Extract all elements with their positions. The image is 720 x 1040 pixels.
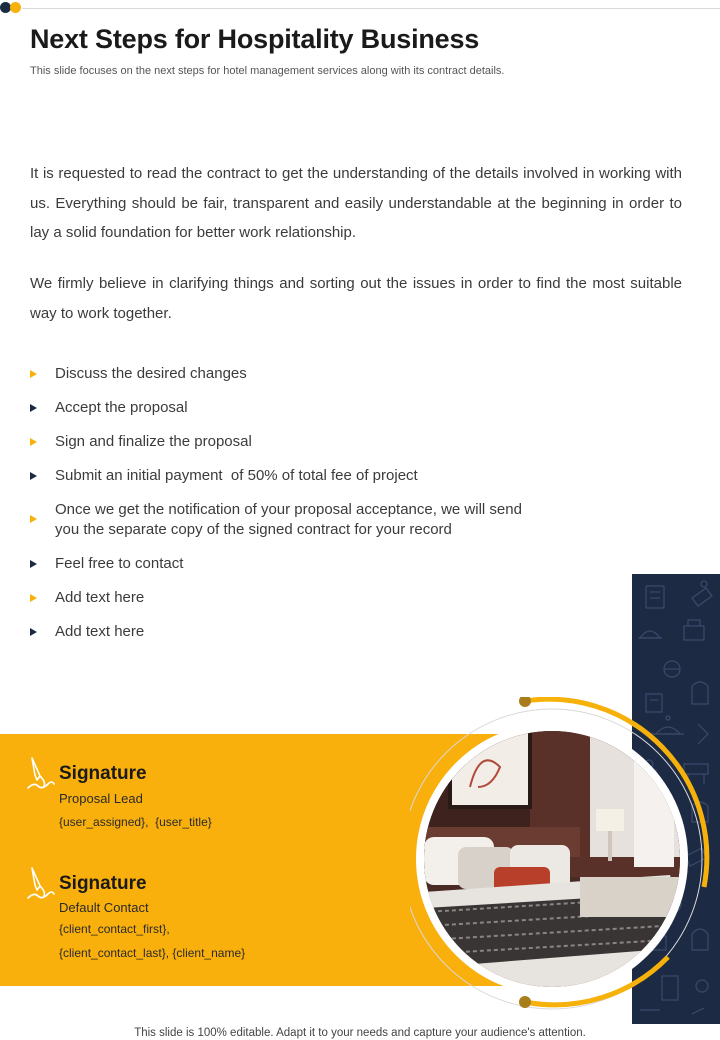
page-subtitle: This slide focuses on the next steps for hotel management services along with its contract details. <box>30 65 505 77</box>
hotel-room-photo <box>410 697 720 1017</box>
signature-placeholder: {user_assigned}, {user_title} <box>59 815 212 829</box>
pen-signature-icon <box>26 866 56 900</box>
list-item <box>30 364 630 384</box>
list-item <box>30 588 630 608</box>
decor-dot-yellow <box>10 2 21 13</box>
list-item-text: Feel free to contact <box>55 555 184 572</box>
list-item-text: Submit an initial payment of 50% of total fee of project <box>55 467 418 484</box>
signature-role: Proposal Lead <box>59 791 143 806</box>
signature-role: Default Contact <box>59 900 149 915</box>
signature-placeholder: {client_contact_first}, <box>59 922 170 936</box>
second-paragraph: We firmly believe in clarifying things and sorting out the issues in order to find the most suitable way to work together. <box>30 275 682 322</box>
footer-note: This slide is 100% editable. Adapt it to your needs and capture your audience's attention. <box>134 1027 586 1039</box>
hotel-room-photo-svg <box>410 697 720 1017</box>
list-item-text: Once we get the notification of your proposal acceptance, we will send you the separate copy of the signed contract for your record <box>55 501 522 538</box>
list-item-text: Add text here <box>55 623 145 640</box>
top-rule <box>22 8 720 9</box>
pen-signature-icon <box>26 756 56 790</box>
list-item-text: Discuss the desired changes <box>55 365 247 382</box>
list-item <box>30 432 630 452</box>
bullet-triangle-icon <box>30 628 37 636</box>
page-title: Next Steps for Hospitality Business <box>30 24 480 54</box>
bullet-triangle-icon <box>30 560 37 568</box>
signature-placeholder: {client_contact_last}, {client_name} <box>59 946 246 960</box>
list-item <box>30 622 630 642</box>
bullet-triangle-icon <box>30 594 37 602</box>
list-item-text: Add text here <box>55 589 145 606</box>
signature-heading: Signature <box>59 763 147 784</box>
bullet-triangle-icon <box>30 370 37 378</box>
bullet-triangle-icon <box>30 472 37 480</box>
signature-heading: Signature <box>59 873 147 894</box>
bullet-triangle-icon <box>30 438 37 446</box>
list-item-text: Sign and finalize the proposal <box>55 433 252 450</box>
list-item <box>30 500 550 540</box>
bullet-triangle-icon <box>30 515 37 523</box>
list-item <box>30 398 630 418</box>
list-item-text: Accept the proposal <box>55 399 188 416</box>
list-item <box>30 554 630 574</box>
list-item <box>30 466 630 486</box>
intro-paragraph: It is requested to read the contract to get the understanding of the details involved in working with us. Everything should be fair, transparent and easily understandable at the beginning in order to lay a solid foundation for better work relationship. <box>30 165 682 241</box>
bullet-triangle-icon <box>30 404 37 412</box>
